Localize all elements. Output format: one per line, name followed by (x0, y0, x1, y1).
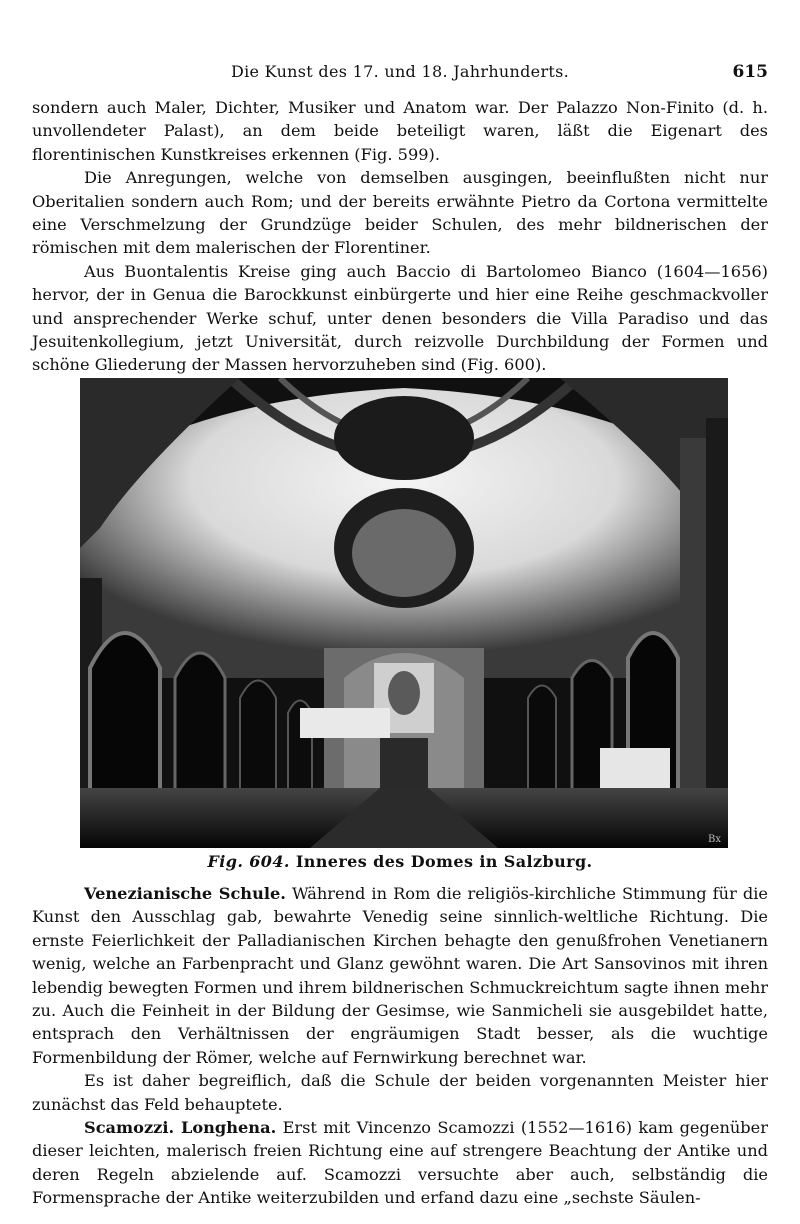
paragraph-bianco: Aus Buontalentis Kreise ging auch Baccio di Bartolomeo Bianco (1604—1656) hervor, der in Genua die Barockkunst einbürgerte und hier eine Reihe geschmackvoller und ansprechender Werke schuf, unter denen besonders die Villa Paradiso und das Jesuitenkollegium, jetzt Universität, durch reizvolle Durchbildung der Formen und schöne Gliederung der Massen hervorzuheben sind (Fig. 600). (32, 261, 768, 375)
paragraph-text: Erst mit Vincenzo Scamozzi (1552—1616) kam gegenüber dieser leichten, malerisch freien Richtung eine auf strengere Beachtung der Antike und deren Regeln abzielende auf. Scamozzi versuchte aber auch, selbständig die Formensprache der Antike weiterzubilden und erfand dazu eine „sechste Säulen- (32, 1118, 768, 1208)
paragraph-text: Während in Rom die religiös-kirchliche Stimmung für die Kunst den Ausschlag gab, bewahrte Venedig seine sinnlich-weltliche Richtung. Die ernste Feierlichkeit der Palladianischen Kirchen behagte den genußfrohen Venetianern wenig, welche an Farbenpracht und Glanz gewöhnt waren. Die Art Sansovinos mit ihren lebendig bewegten Formen und ihrem bildnerischen Schmuckreichtum sagte ihnen mehr zu. Auch die Feinheit in der Bildung der Gesimse, wie Sanmicheli sie ausgebildet hatte, entsprach den Verhältnissen der engräumigen Stadt besser, als die wuchtige Formenbildung der Römer, welche auf Fernwirkung berechnet war. (32, 884, 768, 1067)
section-heading-scamozzi: Scamozzi. Longhena. (84, 1118, 277, 1138)
paragraph-continuation: sondern auch Maler, Dichter, Musiker und Anatom war. Der Palazzo Non-Finito (d. h. unvollendeter Palast), an dem beide beteiligt waren, läßt die Eigenart des florentinischen Kunstkreises erkennen (Fig. 599). (32, 98, 768, 164)
section-heading-venetian: Venezianische Schule. (84, 884, 286, 903)
figure-cathedral-interior (80, 378, 728, 848)
text-block-bottom (32, 882, 768, 1210)
paragraph-florentine-influence: Die Anregungen, welche von demselben ausgingen, beeinflußten nicht nur Oberitalien sondern auch Rom; und der bereits erwähnte Pietro da Cortona vermittelte eine Verschmelzung der Grundzüge beider Schulen, des mehr bildnerischen der römischen mit dem malerischen der Florentiner. (32, 168, 768, 258)
illustrator-signature: Bx (708, 834, 721, 845)
text-block-top (32, 96, 768, 377)
figure-label: Fig. 604. (207, 852, 290, 871)
cathedral-interior-illustration (80, 378, 728, 848)
paragraph-school-field (32, 1069, 768, 1116)
page-number: 615 (732, 62, 768, 82)
running-title: Die Kunst des 17. und 18. Jahrhunderts. (230, 62, 570, 81)
paragraph-venetian-school (32, 882, 768, 1069)
page-header (32, 62, 768, 88)
paragraph-scamozzi (32, 1116, 768, 1210)
figure-title: Inneres des Domes in Salzburg. (295, 852, 593, 871)
paragraph-text: Es ist daher begreiflich, daß die Schule der beiden vorgenannten Meister hier zunächst das Feld behauptete. (32, 1071, 768, 1114)
figure-caption (32, 852, 768, 871)
